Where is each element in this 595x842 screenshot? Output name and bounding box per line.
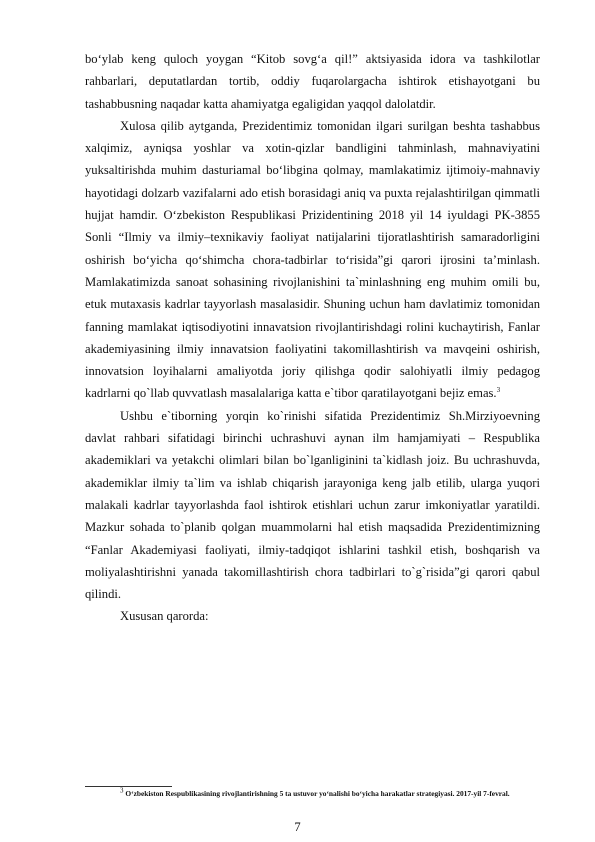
- paragraph-lead-in: Xususan qarorda:: [120, 609, 209, 624]
- footnote-divider: [85, 786, 172, 787]
- footnote-text: O‘zbekiston Respublikasining rivojlantirishning 5 ta ustuvor yo‘nalishi bo‘yicha harakatlar strategiyasi. 2017-yil 7-fevral.: [125, 789, 510, 798]
- footnote-marker: 3: [120, 786, 124, 795]
- paragraph-text: Xulosa qilib aytganda, Prezidentimiz tomonidan ilgari surilgan beshta tashabbus xalqimiz, ayniqsa yoshlar va xotin-qizlar bandligini tahminlash, mahnaviyatini yuksaltirishda muhim dasturiamal bo‘libgina qolmay, mamlakatimiz ijtimoiy-mahnaviy hayotidagi dolzarb vazifalarni ado etish borasidagi aniq va puxta rejalashtirilgan qimmatli hujjat hamdir. O‘zbekiston Respublikasi Prizidentining 2018 yil 14 iyuldagi PK-3855 Sonli “Ilmiy va ilmiy–texnikaviy faoliyat natijalarini tijoratlashtirish samaradorligini oshirish bo‘yicha qo‘shimcha chora-tadbirlar to‘risida”gi qarori ijrosini ta’minlash. Mamlakatimizda sanoat sohasining rivojlanishini ta`minlashning eng muhim omili bu, etuk mutaxasis kadrlar tayyorlash masalasidir. Shuning uchun ham davlatimiz tomonidan fanning mamlakat iqtisodiyotini innavatsion rivojlantirishdagi rolini kuchaytirish, Fanlar akademiyasining ilmiy innavatsion faoliyatini takomillashtirish va mavqeini oshirish, innovatsion loyihalarni amaliyotda joriy qilishga qodir salohiyatli ilmiy pedagog kadrlarni qo`llab quvvatlash masalalariga katta e`tibor qaratilayotgani bejiz emas.: [85, 118, 540, 401]
- document-body: [85, 48, 540, 628]
- paragraph-attention: Ushbu e`tiborning yorqin ko`rinishi sifatida Prezidentimiz Sh.Mirziyoevning davlat rahbari sifatidagi birinchi uchrashuvi aynan ilm hamjamiyati – Respublika akademiklari va yetakchi olimlari bilan bo`lganliginini ta`kidlash joiz. Bu uchrashuvda, akademiklar ilmiy ta`lim va ishlab chiqarish jarayoniga keng jalb etilib, ularga yuqori malakali kadrlar tayyorlashda faol ishtirok etishlari uchun zarur imkoniyatlar yaratildi. Mazkur sohada to`planib qolgan muammolarni hal etish maqsadida Prezidentimizning “Fanlar Akademiyasi faoliyati, ilmiy-tadqiqot ishlarini tashkil etish, boshqarish va moliyalashtirishni yanada takomillashtirish chora tadbirlari to`g`risida”gi qarori qabul qilindi.: [85, 408, 540, 602]
- footnote-reference: 3: [496, 386, 501, 395]
- page-number: 7: [294, 820, 301, 834]
- footnote: [85, 786, 540, 799]
- paragraph-conclusion: [85, 115, 540, 405]
- paragraph-continuation: bo‘ylab keng quloch yoygan “Kitob sovg‘a qil!” aktsiyasida idora va tashkilotlar rahbarlari, deputatlardan tortib, oddiy fuqarolargacha ishtirok etishayotgani bu tashabbusning naqadar katta ahamiyatga egaligidan yaqqol dalolatdir.: [85, 52, 540, 111]
